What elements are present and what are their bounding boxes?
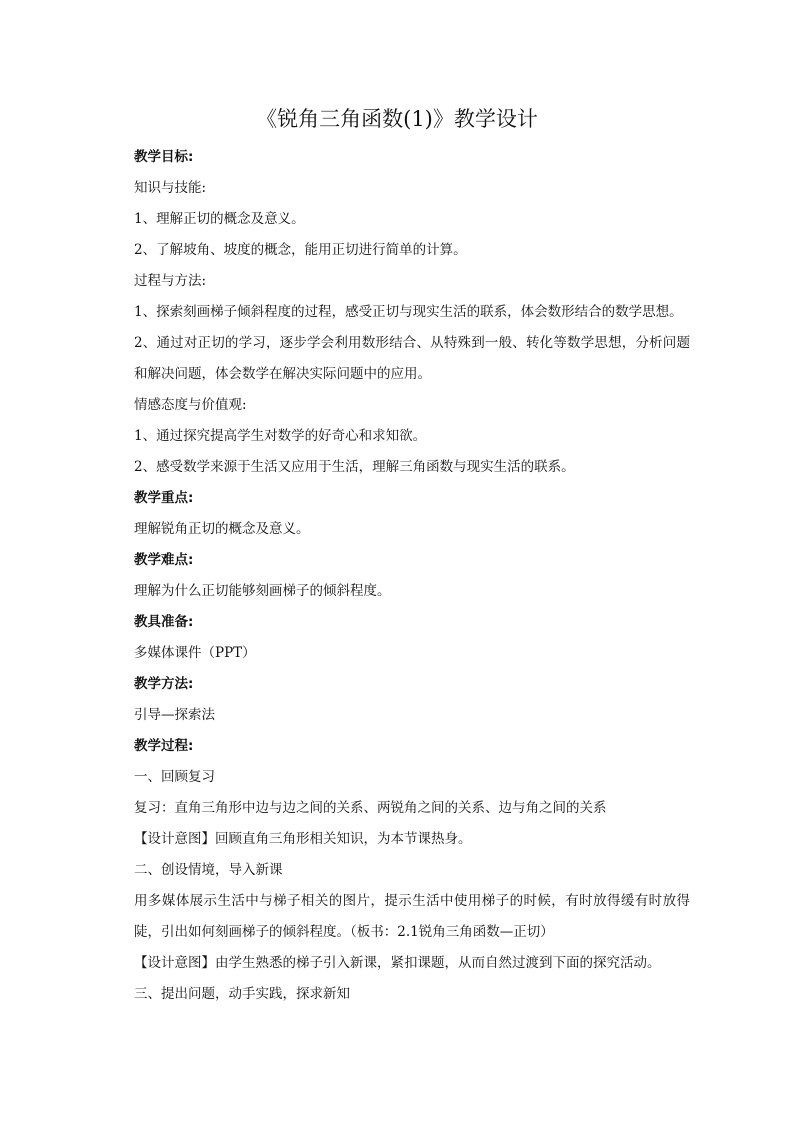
paragraph-line: 2、感受数学来源于生活又应用于生活，理解三角函数与现实生活的联系。 (134, 459, 575, 475)
section-heading: 教学重点: (134, 490, 194, 506)
document-title: 《锐角三角函数(1)》教学设计 (256, 107, 538, 131)
paragraph-line: 理解锐角正切的概念及意义。 (134, 521, 310, 537)
paragraph-line: 1、通过探究提高学生对数学的好奇心和求知欲。 (134, 428, 427, 444)
paragraph-line: 引导—探索法 (134, 707, 215, 723)
section-heading: 教学目标: (134, 149, 194, 165)
paragraph-line: 三、提出问题，动手实践，探求新知 (134, 986, 350, 1002)
paragraph-line: 情感态度与价值观: (134, 397, 247, 413)
section-heading: 教学难点: (134, 552, 194, 568)
paragraph-line: 多媒体课件（PPT） (134, 645, 256, 661)
paragraph-line: 知识与技能: (134, 180, 207, 196)
section-heading: 教具准备: (134, 614, 194, 630)
section-heading: 教学过程: (134, 738, 194, 754)
paragraph-line: 用多媒体展示生活中与梯子相关的图片，提示生活中使用梯子的时候，有时放得缓有时放得陡，引出如何刻画梯子的倾斜程度。（板书：2.1锐角三角函数—正切） (134, 893, 690, 940)
paragraph-line: 过程与方法: (134, 273, 207, 289)
paragraph-line: 理解为什么正切能够刻画梯子的倾斜程度。 (134, 583, 391, 599)
section-heading: 教学方法: (134, 676, 194, 692)
document-body (134, 142, 690, 1010)
paragraph-line: 1、探索刻画梯子倾斜程度的过程，感受正切与现实生活的联系，体会数形结合的数学思想。 (134, 304, 683, 320)
paragraph-line: 1、理解正切的概念及意义。 (134, 211, 305, 227)
paragraph-line: 一、回顾复习 (134, 769, 215, 785)
paragraph-line: 2、通过对正切的学习，逐步学会利用数形结合、从特殊到一般、转化等数学思想，分析问题和解决问题，体会数学在解决实际问题中的应用。 (134, 335, 690, 382)
paragraph-line: 2、了解坡角、坡度的概念，能用正切进行简单的计算。 (134, 242, 467, 258)
paragraph-line: 二、创设情境，导入新课 (134, 862, 283, 878)
paragraph-line: 复习：直角三角形中边与边之间的关系、两锐角之间的关系、边与角之间的关系 (134, 800, 607, 816)
paragraph-line: 【设计意图】由学生熟悉的梯子引入新课，紧扣课题，从而自然过渡到下面的探究活动。 (134, 955, 661, 971)
paragraph-line: 【设计意图】回顾直角三角形相关知识，为本节课热身。 (134, 831, 472, 847)
